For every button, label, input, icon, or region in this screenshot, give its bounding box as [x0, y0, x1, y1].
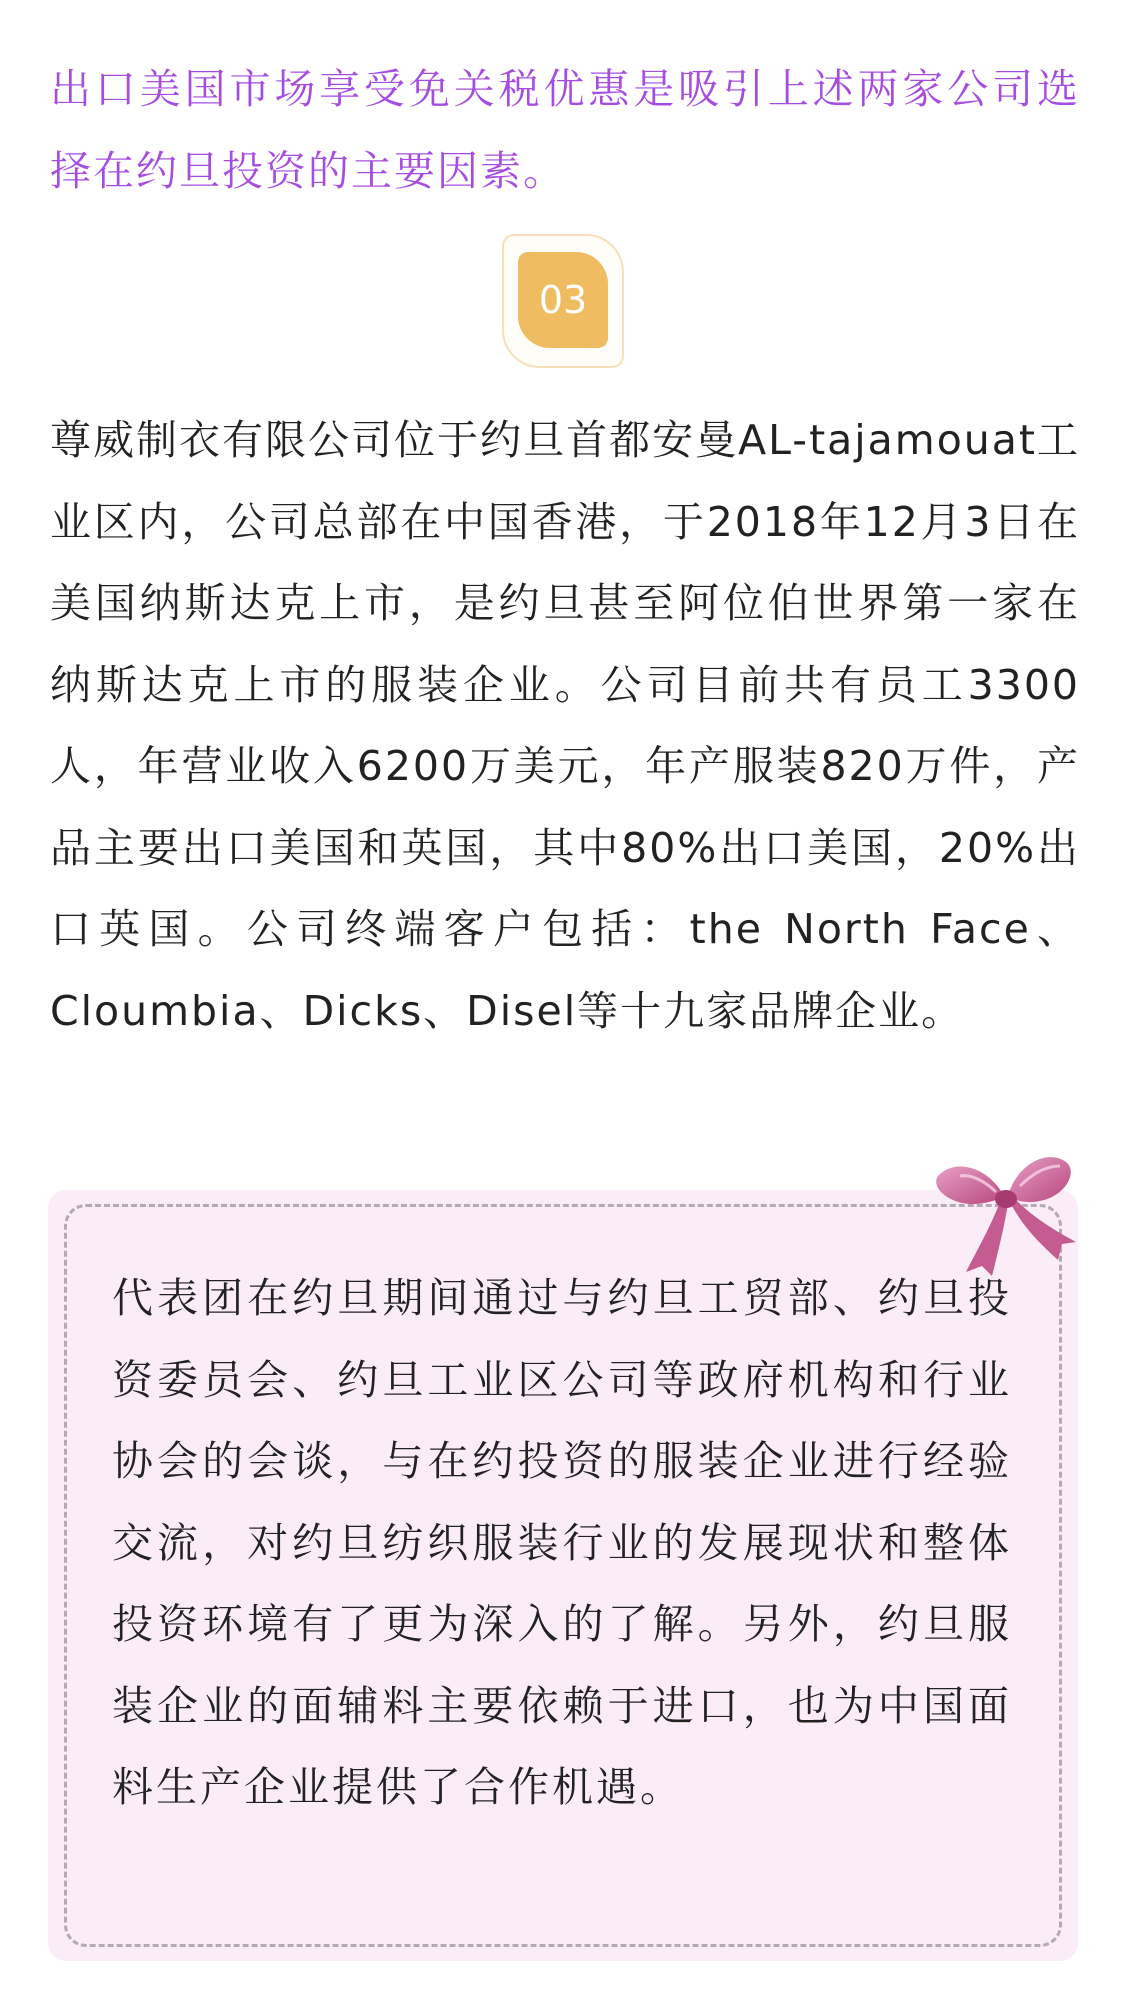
section-number: 03 — [538, 278, 588, 322]
note-card — [48, 1190, 1078, 1961]
note-paragraph: 代表团在约旦期间通过与约旦工贸部、约旦投资委员会、约旦工业区公司等政府机构和行业协会的会谈，与在约投资的服装企业进行经验交流，对约旦纺织服装行业的发展现状和整体投资环境有了更为深入的了解。另外，约旦服装企业的面辅料主要依赖于进口，也为中国面料生产企业提供了合作机遇。 — [112, 1274, 1012, 1811]
company-paragraph: 尊威制衣有限公司位于约旦首都安曼AL-tajamouat工业区内，公司总部在中国香港，于2018年12月3日在美国纳斯达克上市，是约旦甚至阿位伯世界第一家在纳斯达克上市的服装企业。公司目前共有员工3300人，年营业收入6200万美元，年产服装820万件，产品主要出口美国和英国，其中80%出口美国，20%出口英国。公司终端客户包括：the North Face、Cloumbia、Dicks、Disel等十九家品牌企业。 — [50, 416, 1080, 1035]
intro-paragraph: 出口美国市场享受免关税优惠是吸引上述两家公司选择在约旦投资的主要因素。 — [50, 65, 1080, 195]
section-number-badge — [502, 234, 624, 368]
ribbon-bow-icon — [930, 1142, 1080, 1282]
